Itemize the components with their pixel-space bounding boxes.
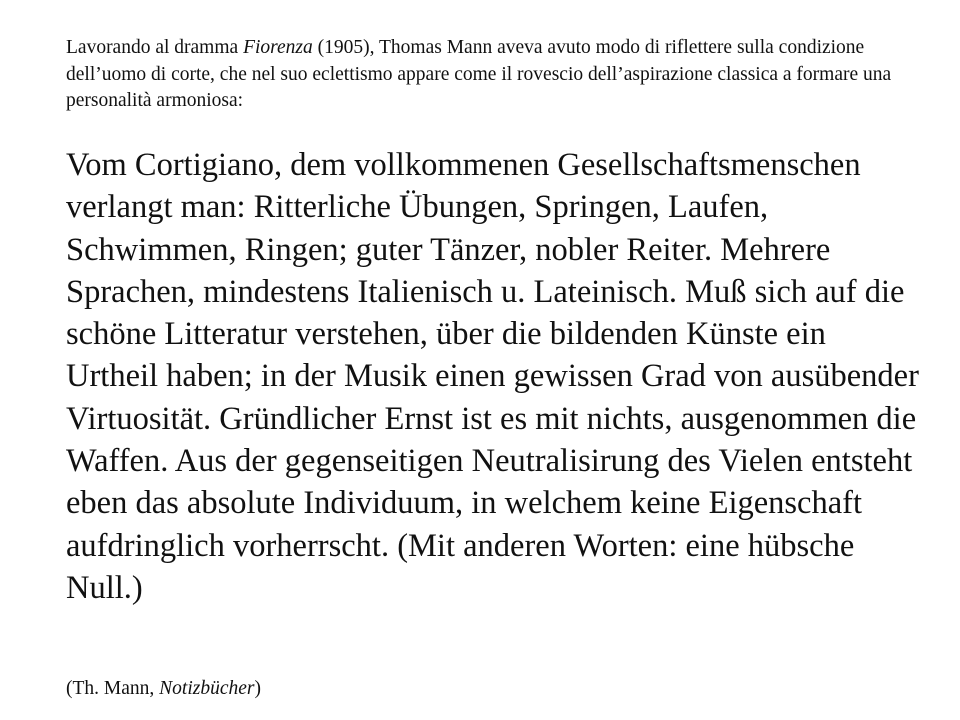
intro-text-before-title: Lavorando al dramma	[66, 37, 244, 58]
intro-paragraph	[66, 35, 916, 115]
citation	[66, 676, 666, 702]
quote-paragraph: Vom Cortigiano, dem vollkommenen Gesellschaftsmenschen verlangt man: Ritterliche Übungen, Springen, Laufen, Schwimmen, Ringen; guter Tänzer, nobler Reiter. Mehrere Sprachen, mindestens Italienisch u. Lateinisch. Muß sich auf die schöne Litteratur verstehen, über die bildenden Künste ein Urtheil haben; in der Musik einen gewissen Grad von ausübender Virtuosität. Gründlicher Ernst ist es mit nichts, ausgenommen die Waffen. Aus der gegenseitigen Neutralisirung des Vielen entsteht eben das absolute Individuum, in welchem keine Eigenschaft aufdringlich vorherrscht. (Mit anderen Worten: eine hübsche Null.)	[66, 147, 919, 606]
citation-prefix: (Th. Mann,	[66, 678, 160, 699]
citation-work-title: Notizbücher	[159, 678, 255, 699]
citation-suffix: )	[254, 678, 261, 699]
intro-text-after-title: (1905), Thomas Mann aveva avuto modo di riflettere sulla condizione dell’uomo di corte, che nel suo eclettismo appare come il rovescio dell’aspirazione classica a formare una personalità armoniosa:	[66, 37, 892, 111]
intro-work-title: Fiorenza	[243, 37, 313, 58]
